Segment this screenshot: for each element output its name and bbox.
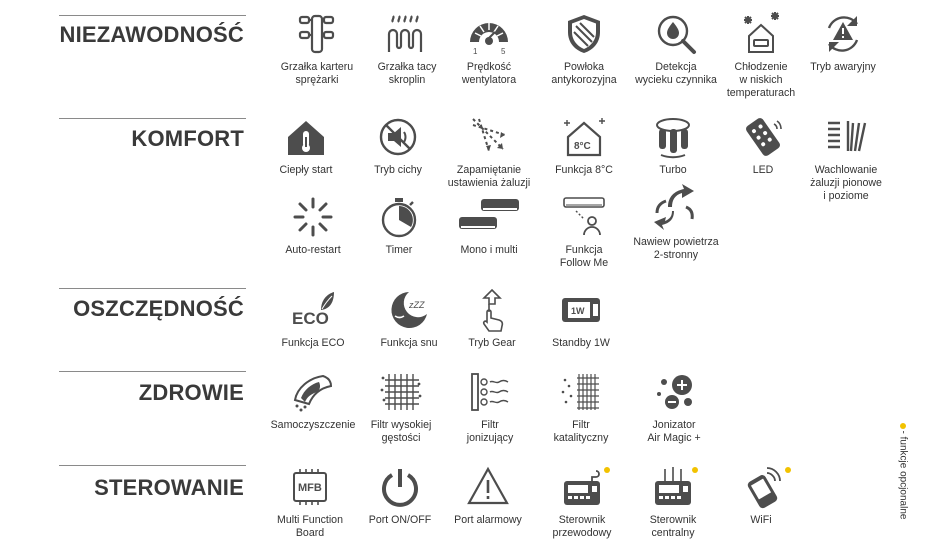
sleep-icon (387, 288, 431, 332)
feature-gear-mode (442, 288, 542, 350)
feature-label: Sterownik centralny (649, 514, 697, 539)
divider-health (59, 371, 246, 372)
feature-catalytic-filter (531, 370, 631, 445)
auto-restart-icon (291, 195, 335, 239)
feature-warm-start (256, 115, 356, 177)
feature-quiet-mode (348, 115, 448, 177)
feature-alarm-port (438, 465, 538, 527)
feature-fan-speed (439, 12, 539, 87)
ionizer-icon (652, 370, 696, 414)
feature-self-cleaning (263, 370, 363, 432)
central-controller-icon (651, 465, 695, 509)
eight-degree-icon (562, 115, 606, 159)
feature-label: Funkcja snu (380, 337, 438, 349)
feature-wired-controller (532, 465, 632, 540)
category-comfort: KOMFORT (131, 126, 244, 151)
category-control: STEROWANIE (94, 475, 244, 500)
swing-icon (824, 115, 868, 159)
quiet-mode-icon (376, 115, 420, 159)
feature-multi-function-board (260, 465, 360, 540)
feature-label: Zapamiętanie ustawienia żaluzji (447, 164, 531, 189)
eight-degree-badge: 8°C (574, 141, 591, 152)
wired-controller-icon (560, 465, 604, 509)
feature-label: Filtr wysokiej gęstości (370, 419, 432, 444)
warm-start-icon (284, 115, 328, 159)
feature-eight-degree (534, 115, 634, 177)
feature-label: Port ON/OFF (368, 514, 432, 526)
eco-badge: ECO (292, 309, 329, 328)
timer-icon (377, 195, 421, 239)
feature-label: Detekcja wycieku czynnika (635, 61, 717, 86)
feature-label: Tryb cichy (374, 164, 422, 176)
catalytic-filter-icon (559, 370, 603, 414)
feature-label: Filtr katalityczny (553, 419, 609, 444)
eco-icon (291, 288, 335, 332)
legend (893, 423, 913, 543)
divider-control (59, 465, 246, 466)
alarm-icon (466, 465, 510, 509)
feature-high-density-filter (351, 370, 451, 445)
divider-comfort (59, 118, 246, 119)
ionizing-filter-icon (468, 370, 512, 414)
feature-label: Grzałka karteru sprężarki (280, 61, 354, 86)
feature-label: Chłodzenie w niskich temperaturach (726, 61, 796, 99)
fan-speed-icon (467, 12, 511, 56)
feature-label: Grzałka tacy skroplin (377, 61, 437, 86)
turbo-icon (651, 115, 695, 159)
feature-label: Prędkość wentylatora (461, 61, 517, 86)
feature-wifi (711, 465, 811, 527)
louver-memory-icon (467, 115, 511, 159)
optional-dot (692, 467, 698, 473)
feature-label: Tryb awaryjny (810, 61, 876, 73)
power-icon (378, 465, 422, 509)
feature-label: Tryb Gear (468, 337, 516, 349)
feature-label: Funkcja Follow Me (559, 244, 609, 269)
feature-emergency-mode (793, 12, 893, 74)
feature-two-way-airflow (626, 181, 726, 262)
feature-label: Ciepły start (279, 164, 333, 176)
mfb-icon (288, 465, 332, 509)
legend-text: - funkcje opcjonalne (897, 430, 909, 520)
feature-label: Port alarmowy (454, 514, 522, 526)
gauge-min-label: 1 (473, 47, 478, 56)
tray-heater-icon (385, 12, 429, 56)
feature-ionizer (624, 370, 724, 445)
feature-timer (349, 195, 449, 257)
feature-auto-restart (263, 195, 363, 257)
feature-central-controller (623, 465, 723, 540)
follow-me-icon (562, 195, 606, 239)
feature-label: Funkcja 8°C (555, 164, 613, 176)
feature-swing (796, 115, 896, 203)
category-health: ZDROWIE (138, 380, 244, 405)
wifi-icon (739, 465, 783, 509)
feature-label: Auto-restart (285, 244, 341, 256)
feature-standby (531, 288, 631, 350)
feature-label: Wachlowanie żaluzji pionowe i poziome (810, 164, 882, 202)
feature-label: LED (752, 164, 774, 176)
mono-multi-icon (457, 195, 521, 239)
sleep-badge: zZZ (409, 300, 425, 310)
optional-dot (785, 467, 791, 473)
feature-label: Filtr jonizujący (466, 419, 514, 444)
feature-mono-multi (439, 195, 539, 257)
feature-label: Powłoka antykorozyjna (551, 61, 617, 86)
feature-label: Multi Function Board (277, 514, 343, 539)
divider-reliability (59, 15, 246, 16)
feature-label: Mono i multi (460, 244, 518, 256)
feature-turbo (623, 115, 723, 177)
airflow-icon (654, 181, 698, 231)
high-density-filter-icon (379, 370, 423, 414)
feature-label: WiFi (750, 514, 772, 526)
standby-icon (559, 288, 603, 332)
feature-anticorrosion (534, 12, 634, 87)
feature-ionizing-filter (440, 370, 540, 445)
leak-detection-icon (654, 12, 698, 56)
feature-label: Nawiew powietrza 2-stronny (633, 236, 719, 261)
standby-badge: 1W (571, 306, 585, 316)
gear-mode-icon (470, 288, 514, 332)
feature-label: Jonizator Air Magic + (647, 419, 701, 444)
low-temp-cooling-icon (739, 12, 783, 56)
feature-eco (263, 288, 363, 350)
self-clean-icon (291, 370, 335, 414)
feature-louver-memory (439, 115, 539, 190)
legend-dot (900, 423, 906, 429)
emergency-mode-icon (821, 12, 865, 56)
feature-label: Standby 1W (552, 337, 610, 349)
divider-economy (59, 288, 246, 289)
optional-dot (604, 467, 610, 473)
shield-icon (562, 12, 606, 56)
feature-label: Funkcja ECO (281, 337, 345, 349)
feature-label: Timer (385, 244, 413, 256)
gauge-max-label: 5 (501, 47, 506, 56)
feature-label: Sterownik przewodowy (552, 514, 612, 539)
mfb-badge: MFB (298, 482, 322, 494)
category-reliability: NIEZAWODNOŚĆ (59, 22, 244, 47)
feature-label: Turbo (659, 164, 687, 176)
feature-label: Samoczyszczenie (270, 419, 356, 431)
feature-on-off-port (350, 465, 450, 527)
led-icon (741, 115, 785, 159)
heater-icon (295, 12, 339, 56)
category-economy: OSZCZĘDNOŚĆ (73, 296, 244, 321)
feature-follow-me (534, 195, 634, 270)
feature-crankcase-heater (267, 12, 367, 87)
